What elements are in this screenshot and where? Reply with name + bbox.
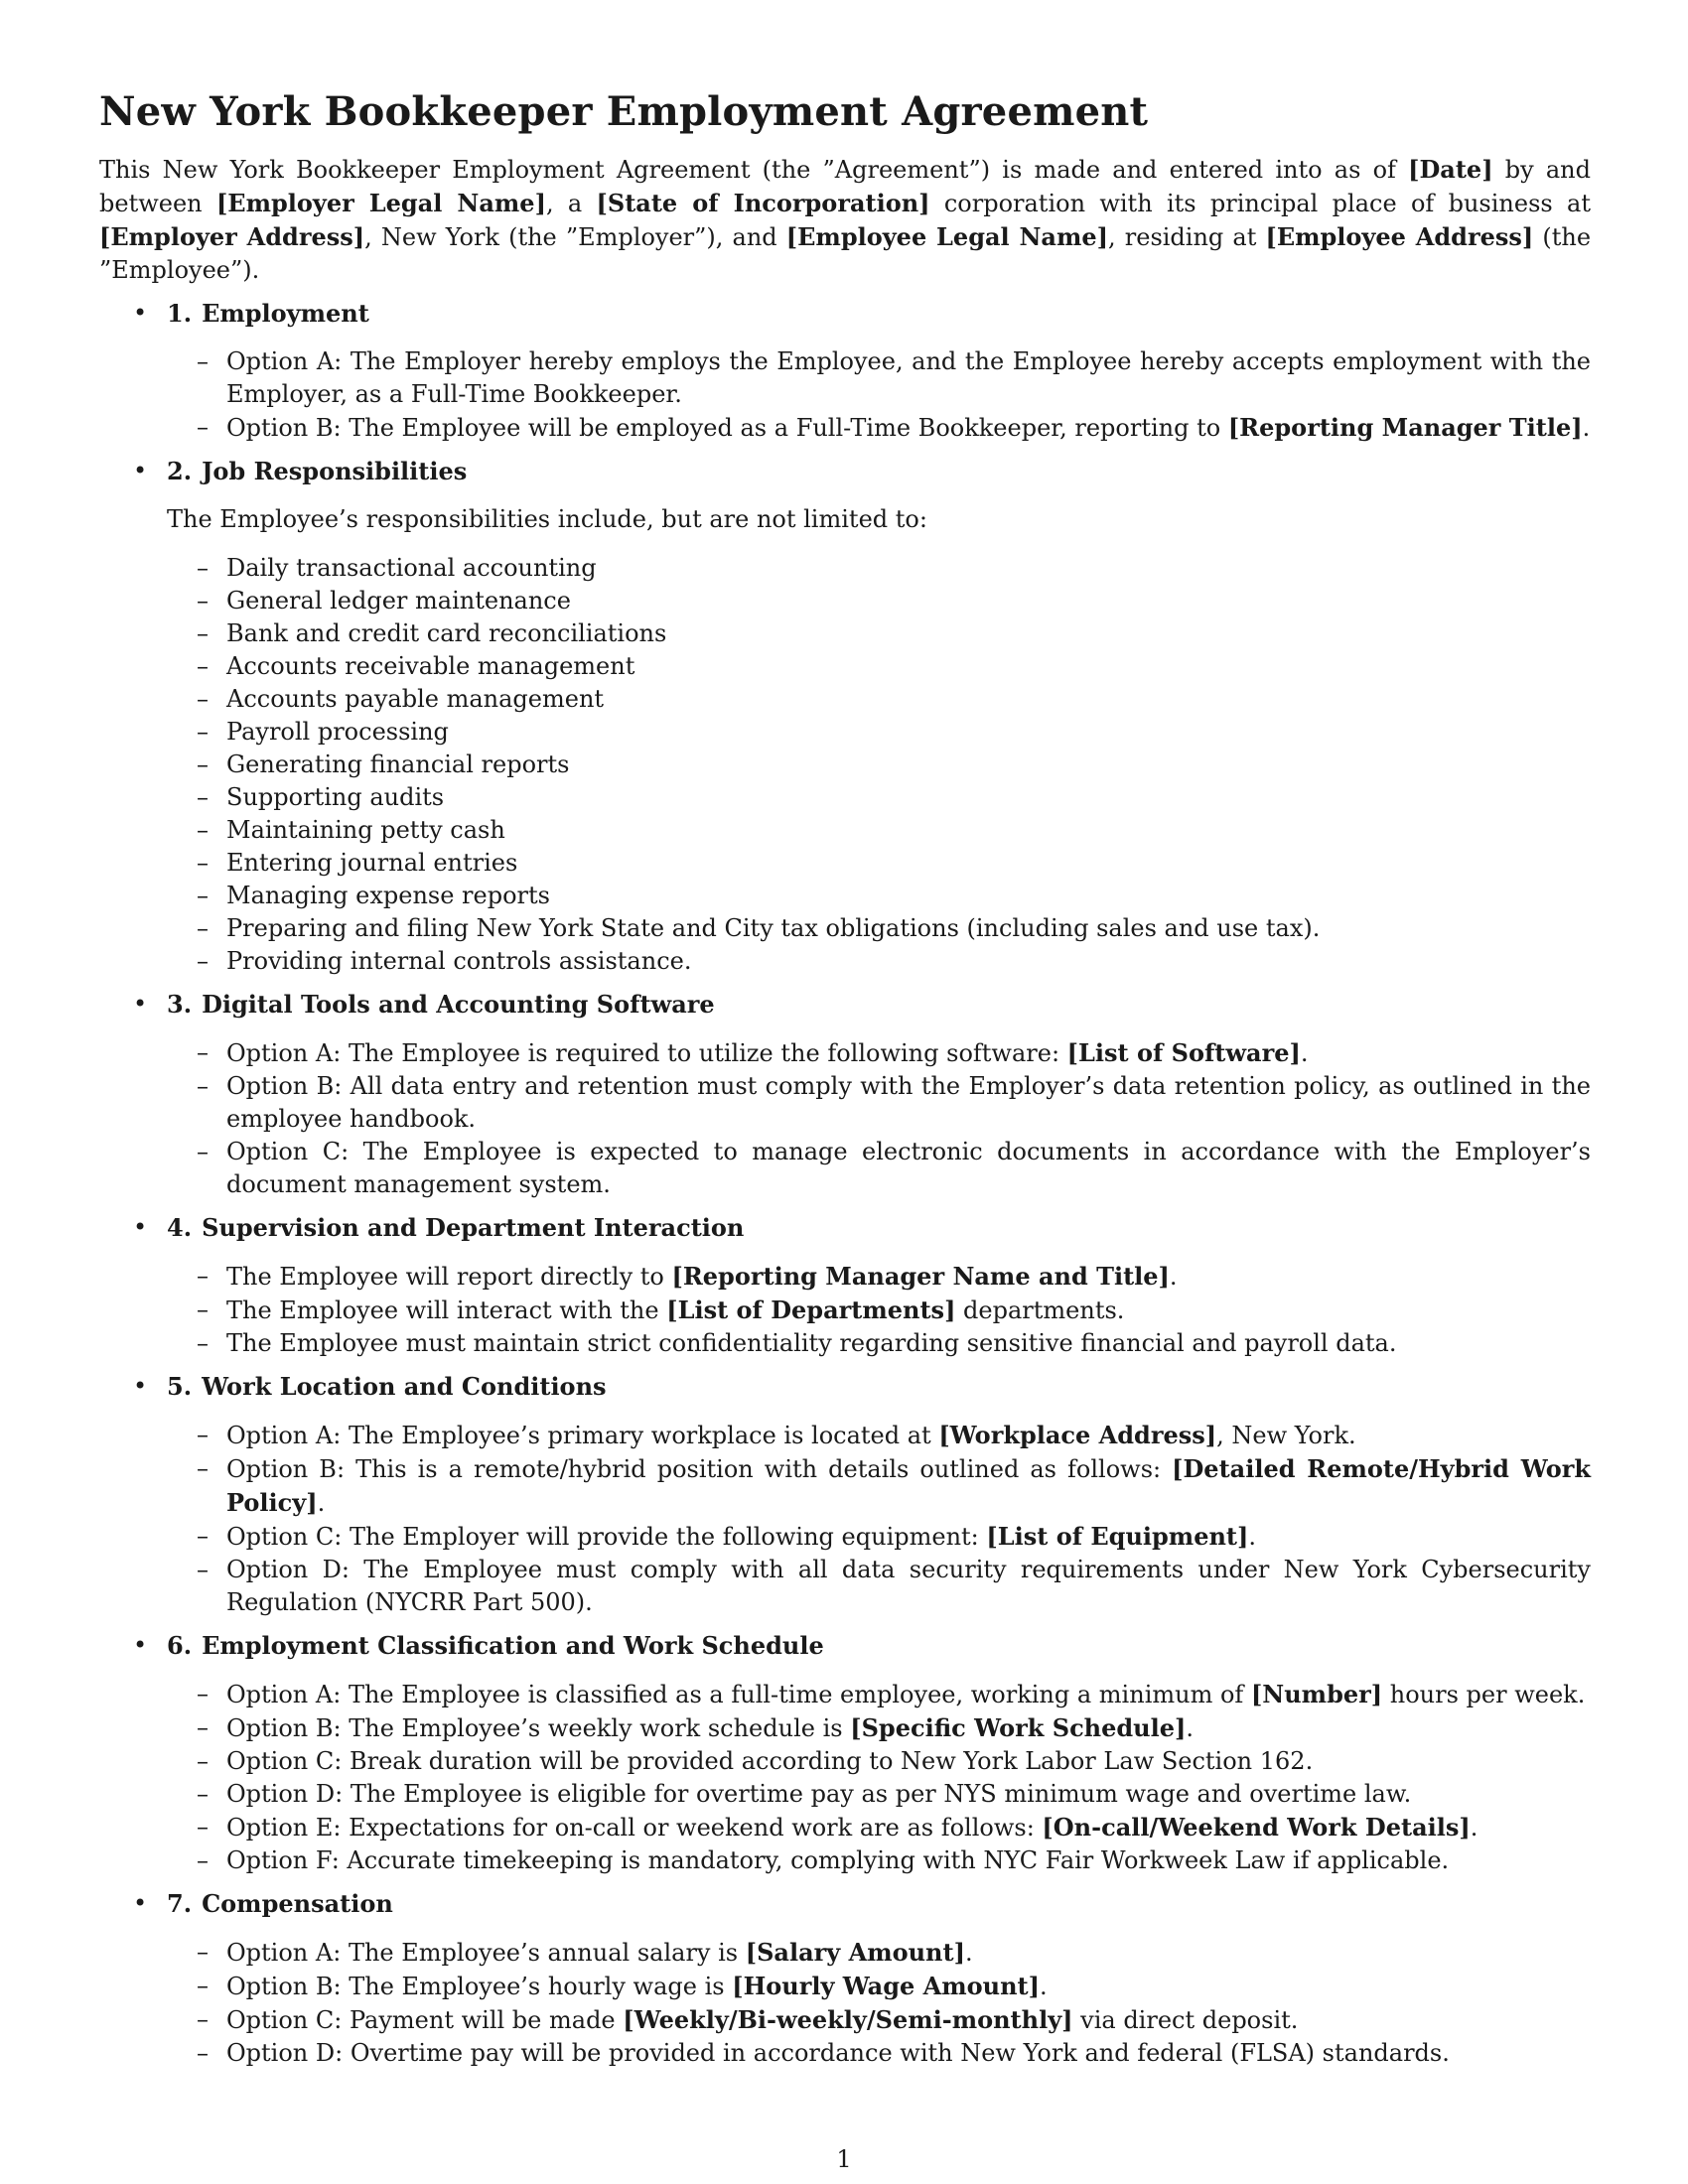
section [99, 1211, 1591, 1360]
clause-item [226, 1452, 1591, 1520]
section-title: Employment Classification and Work Schedule [202, 1631, 824, 1660]
section [99, 455, 1591, 978]
section-title: Compensation [202, 1889, 393, 1918]
section [99, 988, 1591, 1201]
placeholder-field: [List of Departments] [666, 1296, 956, 1324]
text-run: Option A: The Employer hereby employs the Employee, and the Employee hereby accepts employment with the Employer, as a Full-Time Bookkeeper. [226, 347, 1591, 408]
text-run: Option A: The Employee is classified as a full-time employee, working a minimum of [226, 1681, 1251, 1708]
text-run: Daily transactional accounting [226, 554, 597, 582]
section [99, 1629, 1591, 1877]
clause-item [226, 1419, 1591, 1452]
text-run: . [1039, 1973, 1048, 2000]
section-heading [167, 455, 1591, 487]
text-run: The Employee will report directly to [226, 1263, 672, 1291]
clause-item [226, 1070, 1591, 1136]
text-run: Option A: The Employee is required to utilize the following software: [226, 1039, 1067, 1067]
clause-item [226, 1678, 1591, 1711]
text-run: The Employee will interact with the [226, 1297, 667, 1324]
clause-item [226, 2003, 1591, 2037]
clause-item [226, 617, 1591, 650]
section-number: 3. [167, 990, 193, 1019]
placeholder-field: [Employee Address] [1265, 222, 1534, 251]
clause-item [226, 912, 1591, 945]
text-run: General ledger maintenance [226, 587, 571, 614]
clause-item [226, 847, 1591, 880]
section [99, 297, 1591, 445]
clause-list [167, 1936, 1591, 2070]
placeholder-field: [Specific Work Schedule] [850, 1713, 1187, 1742]
section-number: 7. [167, 1889, 193, 1918]
clause-item [226, 345, 1591, 411]
placeholder-field: [Date] [1408, 155, 1493, 184]
clause-item [226, 2037, 1591, 2070]
placeholder-field: [List of Equipment] [986, 1522, 1249, 1551]
page-number: 1 [836, 2145, 852, 2173]
section-title: Work Location and Conditions [202, 1372, 607, 1401]
clause-item [226, 1260, 1591, 1294]
placeholder-field: [Hourly Wage Amount] [732, 1972, 1040, 2000]
clause-list [167, 552, 1591, 978]
clause-item [226, 650, 1591, 683]
text-run: Accounts receivable management [226, 652, 635, 680]
placeholder-field: [Reporting Manager Title] [1227, 413, 1583, 442]
section-title: Supervision and Department Interaction [202, 1213, 745, 1242]
section-title: Employment [202, 299, 369, 328]
section-number: 1. [167, 299, 193, 328]
text-run: Option C: The Employee is expected to manage electronic documents in accordance with the Employer’s document management system. [226, 1138, 1591, 1198]
text-run: Option A: The Employee’s primary workplace is located at [226, 1422, 939, 1449]
text-run: Accounts payable management [226, 685, 605, 713]
text-run: departments. [955, 1297, 1125, 1324]
placeholder-field: [Employee Legal Name] [785, 222, 1109, 251]
section-heading [167, 1370, 1591, 1403]
text-run: Option E: Expectations for on-call or weekend work are as follows: [226, 1814, 1043, 1842]
text-run: . [317, 1489, 326, 1517]
clause-item [226, 552, 1591, 585]
placeholder-field: [Employer Address] [99, 222, 365, 251]
clause-item [226, 1711, 1591, 1745]
text-run: , New York (the ”Employer”), and [364, 223, 786, 251]
text-run: Option C: The Employer will provide the following equipment: [226, 1523, 987, 1551]
clause-item [226, 683, 1591, 716]
document-title: New York Bookkeeper Employment Agreement [99, 88, 1149, 135]
text-run: , residing at [1108, 223, 1266, 251]
placeholder-field: [Workplace Address] [938, 1421, 1217, 1449]
clause-item [226, 1844, 1591, 1877]
text-run: (the ”Employee”). [99, 223, 1592, 284]
clause-item [226, 1778, 1591, 1811]
intro-paragraph [99, 153, 1591, 287]
clause-list [167, 1419, 1591, 1619]
text-run: , New York. [1216, 1422, 1356, 1449]
clause-item [226, 1554, 1591, 1619]
text-run: , a [545, 190, 597, 217]
text-run: Preparing and filing New York State and City tax obligations (including sales and use tax). [226, 914, 1321, 942]
section-heading [167, 1629, 1591, 1662]
clause-item [226, 1936, 1591, 1970]
text-run: . [1248, 1523, 1256, 1551]
section-number: 2. [167, 457, 193, 485]
clause-item [226, 1970, 1591, 2003]
section-heading [167, 297, 1591, 330]
text-run: Option D: The Employee is eligible for overtime pay as per NYS minimum wage and overtime law. [226, 1780, 1412, 1808]
clause-item [226, 411, 1591, 445]
text-run: Option B: This is a remote/hybrid position with details outlined as follows: [226, 1455, 1173, 1483]
text-run: Option B: The Employee’s weekly work schedule is [226, 1714, 851, 1742]
clause-item [226, 1520, 1591, 1554]
text-run: The Employee must maintain strict confidentiality regarding sensitive financial and payroll data. [226, 1329, 1397, 1357]
placeholder-field: [Number] [1250, 1680, 1383, 1708]
section-title: Digital Tools and Accounting Software [202, 990, 715, 1019]
placeholder-field: [List of Software] [1066, 1038, 1301, 1067]
clause-item [226, 585, 1591, 617]
section-number: 5. [167, 1372, 193, 1401]
section [99, 1370, 1591, 1619]
placeholder-field: [Salary Amount] [745, 1938, 965, 1967]
document-page [99, 87, 1591, 2070]
clause-item [226, 945, 1591, 978]
text-run: This New York Bookkeeper Employment Agreement (the ”Agreement”) is made and entered into as of [99, 156, 1409, 184]
text-run: Option A: The Employee’s annual salary is [226, 1939, 746, 1967]
text-run: . [1169, 1263, 1178, 1291]
text-run: . [1582, 414, 1591, 442]
clause-list [167, 345, 1591, 445]
clause-list [167, 1036, 1591, 1201]
clause-item [226, 1136, 1591, 1201]
clause-list [167, 1678, 1591, 1877]
text-run: Option B: The Employee’s hourly wage is [226, 1973, 733, 2000]
text-run: Maintaining petty cash [226, 816, 505, 844]
text-run: Option C: Payment will be made [226, 2006, 624, 2034]
text-run: via direct deposit. [1072, 2006, 1299, 2034]
text-run: corporation with its principal place of business at [929, 190, 1591, 217]
text-run: Option C: Break duration will be provided according to New York Labor Law Section 162. [226, 1747, 1314, 1775]
text-run: . [1300, 1039, 1309, 1067]
text-run: by and between [99, 156, 1592, 217]
text-run: . [964, 1939, 973, 1967]
text-run: Providing internal controls assistance. [226, 947, 692, 975]
section-number: 4. [167, 1213, 193, 1242]
text-run: Option F: Accurate timekeeping is mandatory, complying with NYC Fair Workweek Law if applicable. [226, 1846, 1450, 1874]
placeholder-field: [Detailed Remote/Hybrid Work Policy] [226, 1454, 1591, 1517]
text-run: . [1470, 1814, 1478, 1842]
text-run: Generating financial reports [226, 751, 570, 778]
text-run: . [1186, 1714, 1195, 1742]
clause-item [226, 1745, 1591, 1778]
text-run: Managing expense reports [226, 882, 550, 909]
text-run: Option D: Overtime pay will be provided in accordance with New York and federal (FLSA) standards. [226, 2039, 1450, 2067]
text-run: Option B: The Employee will be employed as a Full-Time Bookkeeper, reporting to [226, 414, 1228, 442]
clause-item [226, 716, 1591, 749]
text-run: Option B: All data entry and retention must comply with the Employer’s data retention policy, as outlined in the employee handbook. [226, 1072, 1591, 1133]
placeholder-field: [Employer Legal Name] [215, 189, 546, 217]
text-run: Supporting audits [226, 783, 445, 811]
placeholder-field: [Reporting Manager Name and Title] [671, 1262, 1170, 1291]
placeholder-field: [On-call/Weekend Work Details] [1042, 1813, 1471, 1842]
text-run: Payroll processing [226, 718, 449, 746]
section-list [99, 297, 1591, 2070]
section-number: 6. [167, 1631, 193, 1660]
section-heading [167, 988, 1591, 1021]
clause-item [226, 880, 1591, 912]
text-run: Entering journal entries [226, 849, 518, 877]
section-heading [167, 1887, 1591, 1920]
clause-item [226, 1036, 1591, 1070]
section-heading [167, 1211, 1591, 1244]
text-run: hours per week. [1382, 1681, 1586, 1708]
section-title: Job Responsibilities [202, 457, 468, 485]
section [99, 1887, 1591, 2070]
clause-item [226, 749, 1591, 781]
clause-item [226, 1327, 1591, 1360]
text-run: Bank and credit card reconciliations [226, 619, 667, 647]
clause-item [226, 1294, 1591, 1327]
clause-item [226, 1811, 1591, 1844]
placeholder-field: [Weekly/Bi-weekly/Semi-monthly] [623, 2005, 1073, 2034]
section-lead: The Employee’s responsibilities include, but are not limited to: [167, 505, 927, 533]
clause-list [167, 1260, 1591, 1360]
clause-item [226, 814, 1591, 847]
placeholder-field: [State of Incorporation] [596, 189, 930, 217]
clause-item [226, 781, 1591, 814]
text-run: Option D: The Employee must comply with all data security requirements under New York Cybersecurity Regulation (NYCRR Part 500). [226, 1556, 1591, 1616]
